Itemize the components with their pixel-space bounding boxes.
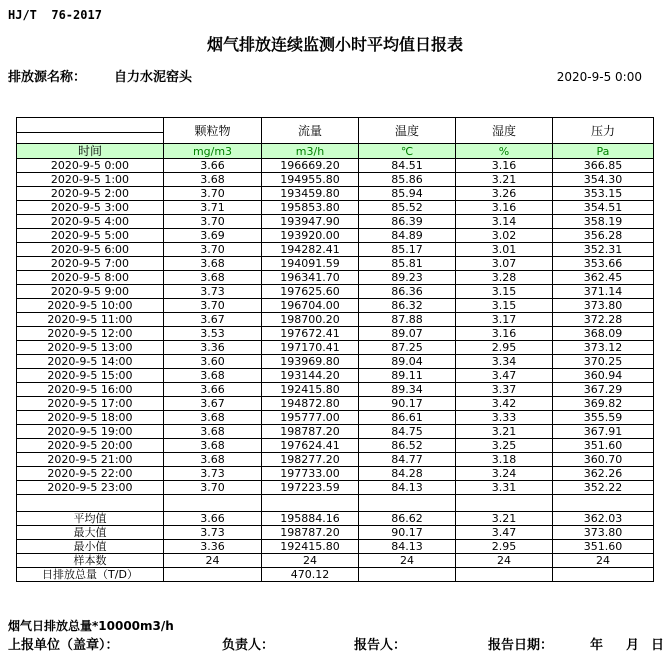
value-cell: 196669.20 [262,159,359,173]
value-cell: 372.28 [553,313,654,327]
table-row [17,243,654,257]
table-row [17,453,654,467]
value-cell: 192415.80 [262,540,359,554]
value-cell: 86.52 [359,439,456,453]
table-row [17,285,654,299]
value-cell: 196704.00 [262,299,359,313]
flow-total-note: 烟气日排放总量*10000m3/h [8,619,174,633]
value-cell: 3.47 [456,369,553,383]
value-cell: 3.18 [456,453,553,467]
row-time: 2020-9-5 2:00 [17,187,164,201]
unit-humidity: % [456,144,553,159]
value-cell: 352.22 [553,481,654,495]
value-cell: 3.16 [456,327,553,341]
value-cell: 84.13 [359,481,456,495]
value-cell: 3.25 [456,439,553,453]
value-cell: 193947.90 [262,215,359,229]
value-cell: 197223.59 [262,481,359,495]
unit-row [17,144,654,159]
value-cell: 3.31 [456,481,553,495]
value-cell: 369.82 [553,397,654,411]
summary-row [17,526,654,540]
table-row [17,159,654,173]
row-time: 2020-9-5 22:00 [17,467,164,481]
page-title: 烟气排放连续监测小时平均值日报表 [206,35,463,54]
table-row [17,439,654,453]
value-cell: 193144.20 [262,369,359,383]
value-cell: 354.51 [553,201,654,215]
value-cell: 24 [456,554,553,568]
value-cell: 87.25 [359,341,456,355]
table-row [17,327,654,341]
value-cell: 3.70 [164,481,262,495]
value-cell: 3.69 [164,229,262,243]
value-cell [359,568,456,582]
year-label: 年 [590,638,604,653]
report-unit-label: 上报单位（盖章）： [8,638,119,653]
source-name-value: 自力水泥窑头 [114,70,193,85]
value-cell: 85.86 [359,173,456,187]
table-row [17,411,654,425]
day-label: 日 [651,638,665,653]
row-time: 2020-9-5 17:00 [17,397,164,411]
value-cell: 3.73 [164,285,262,299]
value-cell: 373.12 [553,341,654,355]
value-cell: 362.26 [553,467,654,481]
value-cell: 3.68 [164,257,262,271]
table-row [17,481,654,495]
row-time: 2020-9-5 21:00 [17,453,164,467]
value-cell: 3.16 [456,159,553,173]
value-cell: 194091.59 [262,257,359,271]
summary-rows [17,512,654,582]
value-cell: 3.70 [164,299,262,313]
value-cell: 3.21 [456,425,553,439]
reporter-label: 报告人： [354,638,407,653]
table-row [17,313,654,327]
value-cell: 90.17 [359,397,456,411]
column-header-pressure: 压力 [553,118,654,144]
column-header-flow: 流量 [262,118,359,144]
value-cell: 198277.20 [262,453,359,467]
value-cell: 3.71 [164,201,262,215]
value-cell: 193459.80 [262,187,359,201]
row-time: 2020-9-5 13:00 [17,341,164,355]
standard-code: HJ/T 76-2017 [8,8,102,22]
table-row [17,271,654,285]
summary-label: 日排放总量（T/D） [17,568,164,582]
value-cell: 86.39 [359,215,456,229]
empty-cell [359,495,456,512]
table-row [17,257,654,271]
summary-label: 最大值 [17,526,164,540]
empty-cell [553,495,654,512]
value-cell: 362.03 [553,512,654,526]
value-cell: 193969.80 [262,355,359,369]
summary-row [17,568,654,582]
value-cell: 195777.00 [262,411,359,425]
source-row [8,66,654,85]
table-row [17,397,654,411]
table-row [17,341,654,355]
value-cell: 3.47 [456,526,553,540]
value-cell: 373.80 [553,526,654,540]
value-cell: 3.68 [164,173,262,187]
spacer-section [17,495,654,512]
value-cell: 3.26 [456,187,553,201]
header-empty-cell [17,118,164,133]
row-time: 2020-9-5 5:00 [17,229,164,243]
value-cell: 89.34 [359,383,456,397]
value-cell: 355.59 [553,411,654,425]
value-cell: 3.68 [164,411,262,425]
empty-cell [17,495,164,512]
monitoring-table [16,117,654,582]
value-cell: 3.68 [164,453,262,467]
value-cell: 194955.80 [262,173,359,187]
time-header: 时间 [17,144,164,159]
table-row [17,467,654,481]
value-cell: 3.73 [164,467,262,481]
unit-temp: ℃ [359,144,456,159]
value-cell: 86.61 [359,411,456,425]
value-cell: 3.70 [164,187,262,201]
value-cell: 89.07 [359,327,456,341]
value-cell: 3.68 [164,439,262,453]
unit-flow: m3/h [262,144,359,159]
row-time: 2020-9-5 7:00 [17,257,164,271]
row-time: 2020-9-5 3:00 [17,201,164,215]
row-time: 2020-9-5 9:00 [17,285,164,299]
value-cell [553,568,654,582]
value-cell: 89.23 [359,271,456,285]
value-cell: 3.70 [164,215,262,229]
summary-row [17,540,654,554]
value-cell: 3.60 [164,355,262,369]
value-cell: 3.15 [456,299,553,313]
row-time: 2020-9-5 19:00 [17,425,164,439]
value-cell: 197170.41 [262,341,359,355]
value-cell: 2.95 [456,341,553,355]
value-cell: 3.16 [456,201,553,215]
value-cell: 195853.80 [262,201,359,215]
value-cell: 3.53 [164,327,262,341]
value-cell: 3.33 [456,411,553,425]
value-cell: 3.42 [456,397,553,411]
value-cell: 3.21 [456,173,553,187]
row-time: 2020-9-5 14:00 [17,355,164,369]
value-cell: 89.04 [359,355,456,369]
value-cell: 84.28 [359,467,456,481]
value-cell: 362.45 [553,271,654,285]
value-cell: 193920.00 [262,229,359,243]
signature-line [0,634,670,653]
value-cell: 3.02 [456,229,553,243]
value-cell: 3.68 [164,425,262,439]
row-time: 2020-9-5 6:00 [17,243,164,257]
value-cell: 470.12 [262,568,359,582]
row-time: 2020-9-5 11:00 [17,313,164,327]
value-cell: 371.14 [553,285,654,299]
value-cell: 368.09 [553,327,654,341]
row-time: 2020-9-5 8:00 [17,271,164,285]
value-cell: 3.66 [164,159,262,173]
value-cell: 86.36 [359,285,456,299]
data-rows [17,159,654,495]
value-cell: 356.28 [553,229,654,243]
value-cell: 3.34 [456,355,553,369]
unit-pm: mg/m3 [164,144,262,159]
value-cell: 198700.20 [262,313,359,327]
table-row [17,201,654,215]
header-rows [17,118,654,159]
value-cell: 3.28 [456,271,553,285]
value-cell: 3.07 [456,257,553,271]
value-cell: 360.94 [553,369,654,383]
column-header-pm: 颗粒物 [164,118,262,144]
table-row [17,299,654,313]
value-cell: 84.77 [359,453,456,467]
empty-cell [262,495,359,512]
table-row [17,369,654,383]
value-cell: 358.19 [553,215,654,229]
value-cell: 194872.80 [262,397,359,411]
value-cell: 84.51 [359,159,456,173]
value-cell: 24 [359,554,456,568]
table-row [17,215,654,229]
row-time: 2020-9-5 12:00 [17,327,164,341]
value-cell: 354.30 [553,173,654,187]
row-time: 2020-9-5 18:00 [17,411,164,425]
value-cell: 3.36 [164,540,262,554]
value-cell: 24 [553,554,654,568]
value-cell: 3.67 [164,313,262,327]
value-cell: 85.81 [359,257,456,271]
value-cell: 367.29 [553,383,654,397]
header-row-labels [17,118,654,133]
value-cell: 3.66 [164,512,262,526]
row-time: 2020-9-5 16:00 [17,383,164,397]
value-cell: 89.11 [359,369,456,383]
column-header-humidity: 湿度 [456,118,553,144]
value-cell: 192415.80 [262,383,359,397]
value-cell: 3.24 [456,467,553,481]
value-cell [456,568,553,582]
row-time: 2020-9-5 23:00 [17,481,164,495]
value-cell: 86.62 [359,512,456,526]
value-cell: 3.17 [456,313,553,327]
row-time: 2020-9-5 10:00 [17,299,164,313]
value-cell: 197624.41 [262,439,359,453]
value-cell: 197625.60 [262,285,359,299]
value-cell: 353.66 [553,257,654,271]
table-row [17,187,654,201]
summary-row [17,512,654,526]
value-cell: 360.70 [553,453,654,467]
value-cell: 3.15 [456,285,553,299]
value-cell: 84.75 [359,425,456,439]
value-cell: 3.37 [456,383,553,397]
table-row [17,425,654,439]
value-cell: 84.89 [359,229,456,243]
value-cell: 198787.20 [262,425,359,439]
value-cell: 196341.70 [262,271,359,285]
value-cell: 3.73 [164,526,262,540]
row-time: 2020-9-5 4:00 [17,215,164,229]
value-cell: 3.01 [456,243,553,257]
value-cell: 3.66 [164,383,262,397]
value-cell: 195884.16 [262,512,359,526]
value-cell: 373.80 [553,299,654,313]
table-row [17,383,654,397]
value-cell: 367.91 [553,425,654,439]
value-cell: 351.60 [553,540,654,554]
row-time: 2020-9-5 15:00 [17,369,164,383]
value-cell: 197733.00 [262,467,359,481]
value-cell: 24 [262,554,359,568]
value-cell: 3.68 [164,271,262,285]
value-cell: 351.60 [553,439,654,453]
value-cell: 86.32 [359,299,456,313]
unit-pressure: Pa [553,144,654,159]
summary-label: 最小值 [17,540,164,554]
empty-cell [456,495,553,512]
summary-label: 样本数 [17,554,164,568]
row-time: 2020-9-5 20:00 [17,439,164,453]
empty-cell [164,495,262,512]
value-cell: 3.21 [456,512,553,526]
value-cell: 3.14 [456,215,553,229]
source-name-label: 排放源名称： [8,70,87,85]
summary-row [17,554,654,568]
value-cell [164,568,262,582]
value-cell: 90.17 [359,526,456,540]
column-header-temp: 温度 [359,118,456,144]
value-cell: 194282.41 [262,243,359,257]
value-cell: 352.31 [553,243,654,257]
value-cell: 3.68 [164,369,262,383]
value-cell: 370.25 [553,355,654,369]
value-cell: 3.70 [164,243,262,257]
value-cell: 197672.41 [262,327,359,341]
header-empty-cell [17,133,164,144]
responsible-label: 负责人： [222,638,275,653]
row-time: 2020-9-5 0:00 [17,159,164,173]
table-row [17,229,654,243]
table-row [17,355,654,369]
value-cell: 24 [164,554,262,568]
row-time: 2020-9-5 1:00 [17,173,164,187]
summary-label: 平均值 [17,512,164,526]
value-cell: 366.85 [553,159,654,173]
value-cell: 85.17 [359,243,456,257]
value-cell: 3.36 [164,341,262,355]
value-cell: 198787.20 [262,526,359,540]
spacer-row [17,495,654,512]
month-label: 月 [626,638,640,653]
value-cell: 85.52 [359,201,456,215]
value-cell: 2.95 [456,540,553,554]
report-date-label: 报告日期： [488,638,554,653]
value-cell: 85.94 [359,187,456,201]
value-cell: 87.88 [359,313,456,327]
table-row [17,173,654,187]
value-cell: 353.15 [553,187,654,201]
value-cell: 3.67 [164,397,262,411]
report-datetime: 2020-9-5 0:00 [556,70,642,84]
value-cell: 84.13 [359,540,456,554]
